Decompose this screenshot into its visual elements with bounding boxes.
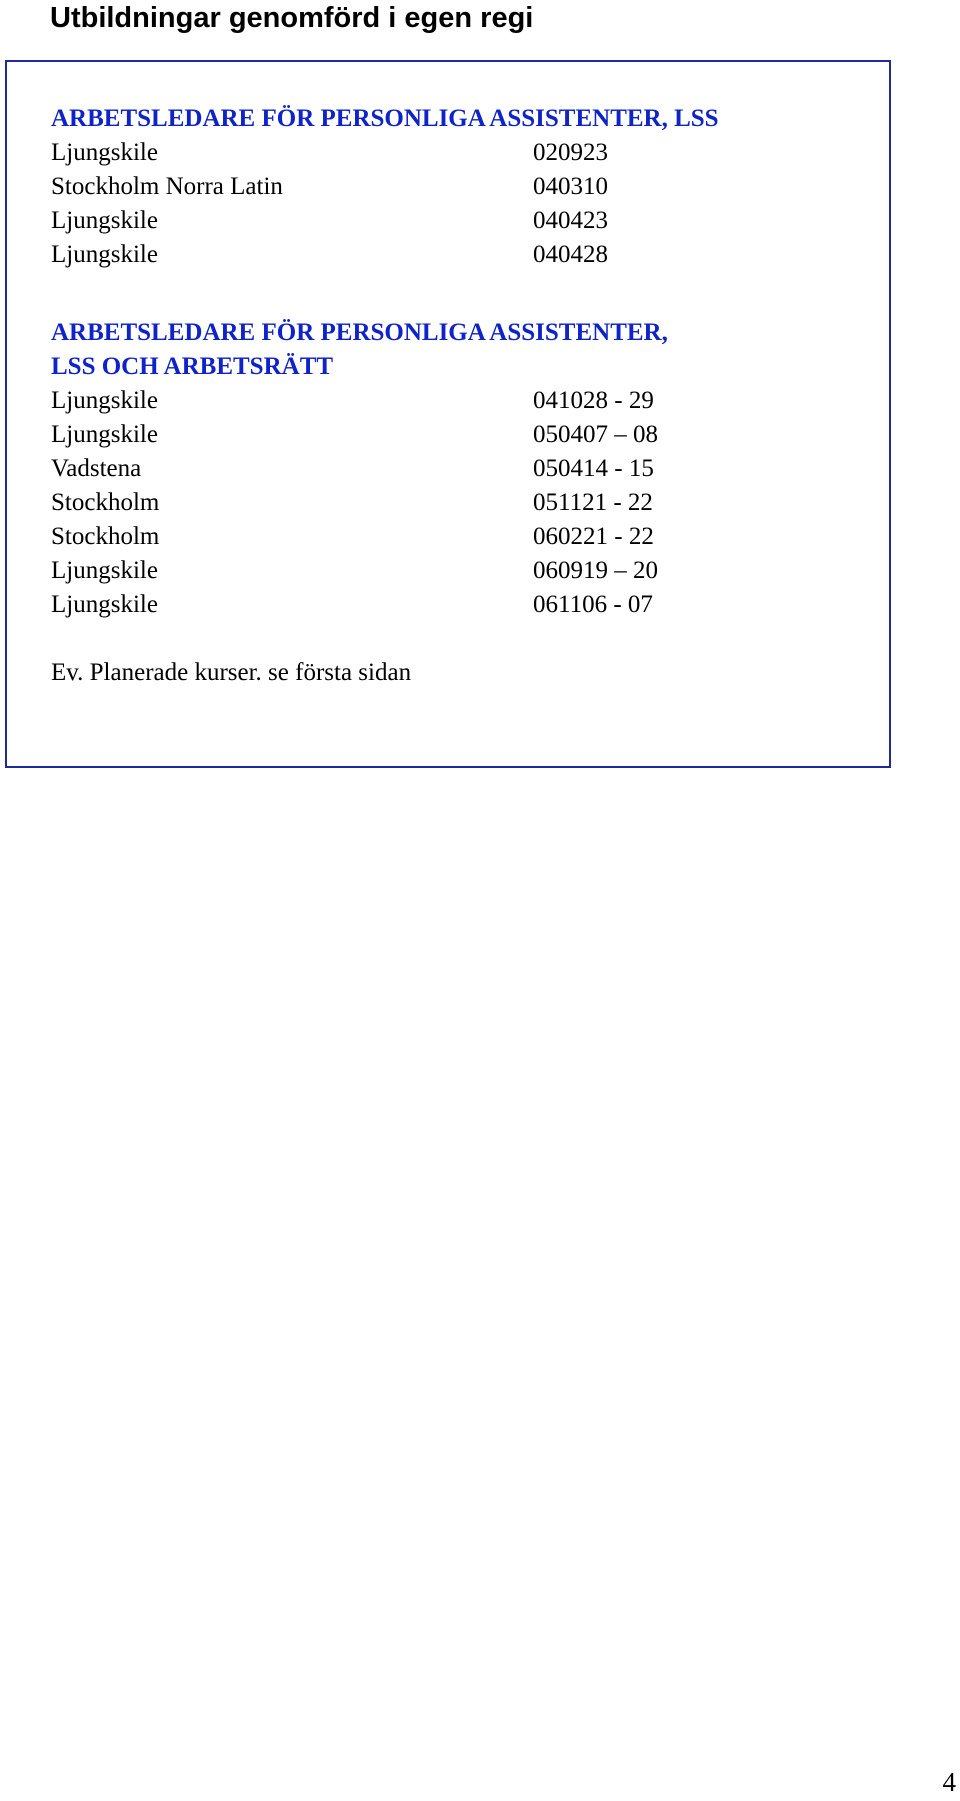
session-place: Ljungskile <box>51 421 158 448</box>
session-date: 061106 - 07 <box>533 591 653 618</box>
session-date: 041028 - 29 <box>533 387 654 414</box>
session-row <box>51 588 879 622</box>
session-date: 050414 - 15 <box>533 455 654 482</box>
session-row <box>51 520 879 554</box>
session-row <box>51 418 879 452</box>
session-place: Stockholm <box>51 489 160 516</box>
session-date: 040428 <box>533 241 608 268</box>
page-title: Utbildningar genomförd i egen regi <box>50 2 534 34</box>
session-place: Vadstena <box>51 455 142 482</box>
session-row <box>51 136 879 170</box>
course-section-lss <box>51 102 879 272</box>
session-date: 051121 - 22 <box>533 489 653 516</box>
page-number: 4 <box>942 1767 956 1797</box>
course-list <box>51 102 879 690</box>
session-row <box>51 486 879 520</box>
section-title-continued: LSS OCH ARBETSRÄTT <box>51 353 334 380</box>
session-date: 020923 <box>533 139 608 166</box>
session-place: Ljungskile <box>51 387 158 414</box>
session-date: 040423 <box>533 207 608 234</box>
session-row <box>51 384 879 418</box>
session-place: Ljungskile <box>51 241 158 268</box>
session-row <box>51 554 879 588</box>
planned-courses-note: Ev. Planerade kurser. se första sidan <box>51 659 412 686</box>
session-place: Ljungskile <box>51 557 158 584</box>
session-place: Ljungskile <box>51 591 158 618</box>
session-date: 050407 – 08 <box>533 421 658 448</box>
session-place: Ljungskile <box>51 207 158 234</box>
session-place: Ljungskile <box>51 139 158 166</box>
session-row <box>51 170 879 204</box>
session-place: Stockholm Norra Latin <box>51 173 283 200</box>
section-title: ARBETSLEDARE FÖR PERSONLIGA ASSISTENTER, <box>51 319 668 346</box>
session-row <box>51 204 879 238</box>
session-date: 060919 – 20 <box>533 557 658 584</box>
session-row <box>51 452 879 486</box>
session-date: 060221 - 22 <box>533 523 654 550</box>
course-section-lss-arbetsratt <box>51 316 879 622</box>
course-list-box <box>5 60 891 768</box>
session-date: 040310 <box>533 173 608 200</box>
session-row <box>51 238 879 272</box>
session-place: Stockholm <box>51 523 160 550</box>
section-title: ARBETSLEDARE FÖR PERSONLIGA ASSISTENTER, LSS <box>51 105 719 132</box>
